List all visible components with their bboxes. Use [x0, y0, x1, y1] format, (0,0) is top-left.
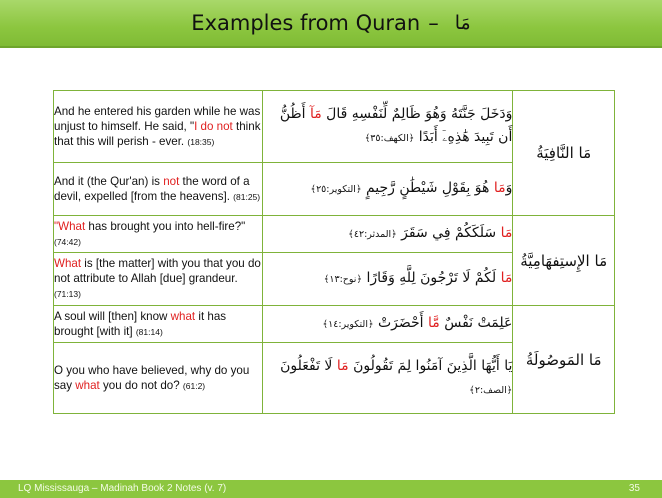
highlighted-word: What: [58, 219, 86, 233]
category-label: مَا الإِستِفهَامِيَّةُ: [513, 216, 615, 306]
footer-bar: [0, 480, 662, 498]
verse-reference: (81:14): [135, 326, 163, 337]
table-row: [54, 91, 615, 163]
arabic-verse: [263, 306, 513, 343]
translation-text: has brought you into hell-fire?": [85, 219, 246, 233]
translation-text: think that this will perish - ever.: [54, 119, 261, 148]
surah-reference: ﴿المدثر:٤٢﴾: [348, 229, 397, 240]
verse-reference: (71:13): [54, 289, 81, 299]
translation-text: you do not do?: [99, 378, 183, 392]
title-dash: –: [428, 11, 439, 35]
translation-text: is [the matter] with you that you do not attribute to Allah [due] grandeur.: [54, 257, 261, 285]
verse-reference: (18:35): [187, 136, 215, 147]
surah-reference: ﴿التكوير:١٤﴾: [322, 319, 374, 330]
arabic-verse: [263, 343, 513, 414]
translation-text: it has brought [with it]: [54, 309, 227, 338]
verse-text: أَظُنُّ أَن تَبِيدَ هَٰذِهِۦٓ أَبَدًا: [279, 106, 513, 145]
highlighted-word: What: [54, 257, 82, 270]
arabic-verse: [263, 216, 513, 253]
verse-text: سَلَكَكُمْ فِي سَقَرَ: [396, 225, 501, 241]
slide-title-text: Examples from Quran: [191, 11, 421, 35]
translation-text: O you who have believed, why do you say: [54, 363, 250, 392]
english-translation: [54, 253, 263, 306]
verse-text: لَكُمْ لَا تَرْجُونَ لِلَّهِ وَقَارًا: [362, 270, 501, 286]
highlighted-word: مَآ: [309, 106, 322, 122]
verse-text: وَ: [505, 180, 513, 196]
surah-reference: ﴿نوح:١٣﴾: [323, 274, 363, 285]
verse-reference: (61:2): [182, 380, 206, 391]
verse-reference: (74:42): [54, 236, 81, 247]
highlighted-word: مَا: [500, 270, 513, 286]
verse-text: أَحْضَرَتْ: [373, 315, 429, 331]
page-number: 35: [628, 483, 640, 494]
examples-table: [53, 90, 615, 414]
english-translation: [54, 216, 263, 253]
highlighted-word: مَا: [500, 225, 513, 241]
translation-text: A soul will [then] know: [54, 309, 171, 323]
footer-source: LQ Mississauga – Madinah Book 2 Notes (v. 7): [18, 483, 227, 494]
english-translation: [54, 306, 263, 343]
surah-reference: ﴿الكهف:٣٥﴾: [364, 133, 415, 144]
verse-reference: (81:25): [233, 191, 261, 202]
highlighted-word: مَا: [493, 180, 506, 196]
table-row: [54, 216, 615, 253]
surah-reference: ﴿التكوير:٢٥﴾: [310, 184, 362, 195]
highlighted-word: what: [75, 378, 100, 392]
category-label: مَا المَوصُولَةُ: [513, 306, 615, 414]
highlighted-word: not: [163, 174, 180, 188]
arabic-verse: [263, 163, 513, 216]
verse-text: لَا تَفْعَلُونَ: [280, 357, 337, 374]
table-row: [54, 306, 615, 343]
highlighted-word: مَّا: [428, 315, 440, 331]
slide-title: [0, 0, 662, 46]
english-translation: [54, 163, 263, 216]
english-translation: [54, 91, 263, 163]
category-label: مَا النَّافِيَةُ: [513, 91, 615, 216]
slide-title-arabic: مَا: [454, 12, 471, 34]
highlighted-word: ": [54, 219, 59, 233]
verse-text: هُوَ بِقَوْلِ شَيْطَٰنٍ رَّجِيمٍ: [361, 180, 494, 196]
highlighted-word: مَا: [336, 357, 349, 374]
translation-text: the word of a devil, expelled [from the heavens].: [54, 174, 250, 203]
verse-text: وَدَخَلَ جَنَّتَهُ وَهُوَ ظَالِمٌ لِّنَفْسِهِ قَالَ: [321, 106, 513, 122]
translation-text: And he entered his garden while he was unjust to himself. He said, ": [54, 104, 261, 133]
arabic-verse: [263, 253, 513, 306]
arabic-verse: [263, 91, 513, 163]
verse-text: يَا أَيُّهَا الَّذِينَ آمَنُوا لِمَ تَقُولُونَ: [348, 357, 513, 374]
english-translation: [54, 343, 263, 414]
highlighted-word: do not: [200, 119, 233, 133]
translation-text: And it (the Qur'an) is: [54, 174, 164, 188]
verse-text: عَلِمَتْ نَفْسٌ: [439, 315, 513, 331]
highlighted-word: I: [194, 119, 201, 133]
surah-reference: ﴿الصف:٢﴾: [469, 384, 513, 396]
highlighted-word: what: [170, 309, 196, 323]
